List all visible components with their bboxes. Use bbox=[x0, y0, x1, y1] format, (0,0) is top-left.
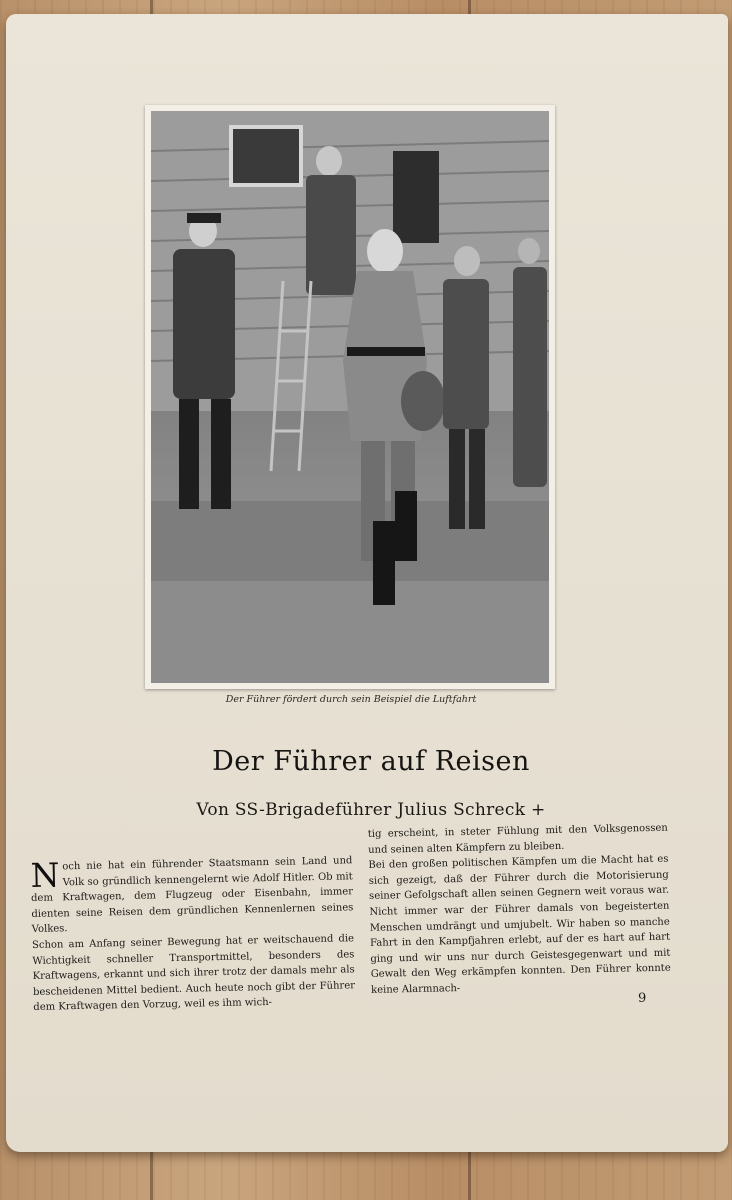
article-paragraph: Bei den großen politischen Kämpfen um die Macht hat es sich gezeigt, daß der Führer durch die Motorisierung seiner Gefolgschaft allen seinen Gegnern weit voraus war. Nicht immer war der Führer damals von begeisterten Menschen umdrängt und umjubelt. Wir haben so manche Fahrt in den Kampfjahren erlebt, auf der es hart auf hart ging und wir uns nur durch Geistesgegenwart und mit Gewalt den Weg erkämpfen konnten. Den Führer konnte keine Alarmnach- bbox=[368, 853, 671, 996]
photograph bbox=[151, 111, 549, 683]
article-paragraph bbox=[30, 853, 354, 938]
photo-caption: Der Führer fördert durch sein Beispiel die Luftfahrt bbox=[225, 694, 477, 705]
book-page bbox=[6, 14, 728, 1152]
article-body bbox=[30, 822, 684, 1036]
page-number: 9 bbox=[638, 991, 647, 1006]
article-paragraph: tig erscheint, in steter Fühlung mit den Volksgenossen und seinen alten Kämpfern zu bleiben. bbox=[367, 822, 668, 856]
photograph-illustration bbox=[151, 111, 549, 683]
paragraph-text: och nie hat ein führender Staatsmann sein Land und Volk so gründlich kennengelernt wie Adolf Hitler. Ob mit dem Kraftwagen, dem Flugzeug oder Eisenbahn, immer dienten seine Reisen dem gründlichen Kennenlernen seines Volkes. bbox=[30, 855, 354, 936]
drop-cap: N bbox=[30, 855, 60, 895]
photo-frame bbox=[145, 105, 555, 689]
article-byline: Von SS-Brigadeführer Julius Schreck + bbox=[196, 800, 546, 820]
article-paragraph: Schon am Anfang seiner Bewegung hat er weitschauend die Wichtigkeit schneller Transportmittel, besonders des Kraftwagens, erkannt und sich ihrer trotz der damals mehr als bescheidenen Mittel bedient. Auch heute noch gibt der Führer dem Kraftwagen den Vorzug, weil es ihm wich- bbox=[31, 933, 356, 1014]
article-column-left bbox=[30, 853, 355, 1016]
article-column-right bbox=[368, 821, 672, 999]
article-title: Der Führer auf Reisen bbox=[212, 746, 530, 777]
